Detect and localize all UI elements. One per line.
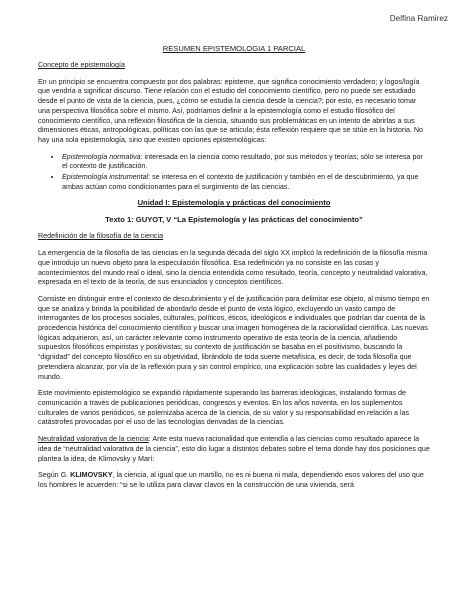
paragraph-1: La emergencia de la filosofía de las ciencias en la segunda década del siglo XX implicó la redefinición de la filosofía misma que introdujo un nuevo objeto para la especulación filosófica. Esa redefinición ya no consiste en las cosas y acontecimientos del mundo real o ideal, sino la ciencia entendida como resultado, teoría, concepto y neutralidad valorativa, expresada en el texto de la teoría, de sus enunciados y conceptos científicos. [38, 249, 428, 287]
paragraph-5 [38, 471, 430, 490]
author-name: Delfina Ramirez [389, 14, 448, 23]
unit-heading: Unidad I: Epistemología y prácticas del conocimiento [137, 198, 331, 208]
intro-paragraph: En un principio se encuentra compuesto por dos palabras: episteme, que significa conocimiento verdadero; y logos/logía que vendría a significar discurso. Tiene relación con el estudio del conocimiento científico, pero no puede ser estudiado desde el punto de vista de la ciencia, pues, ¿cómo se estudia la ciencia desde la ciencia?; por esto, es necesario tomar una perspectiva filosófica sobre el mismo. Así, podríamos definir a la epistemología como el estudio filosófico del conocimiento científico, una reflexión filosófica de la ciencia, situando sus problemáticas en un intento de abrirlas a sus dimensiones éticas, antropológicas, políticas con las que se articula; ésta reflexión requiere que se sitúe en la historia. No hay una sola epistemología, sino que existen opciones epistemológicas: [38, 77, 424, 144]
paragraph-4-text: : Ante esta nueva racionalidad que entendía a las ciencias como resultado aparece la idea de “neutralidad valorativa de la ciencia”, esto dio lugar a distintos debates sobre el tema donde hay dos posiciones que plantea la idea, de Klimovsky y Marí: [38, 435, 430, 463]
paragraph-3: Este movimiento epistemológico se expandió rápidamente superando las barreras ideológicas, instalando formas de comunicación a través de publicaciones periódicas, congresos y eventos. En los años noventa, en los suplementos culturales de varios periódicos, se polemizaba acerca de la ciencia, de su valor y su responsabilidad en relación a las catástrofes provocadas por el uso de las tecnologías derivadas de la ciencias. [38, 389, 410, 427]
list-item [62, 173, 430, 192]
text-heading: Texto 1: GUYOT, V “La Epistemología y las prácticas del conocimiento” [105, 215, 363, 225]
bullet-term: Epistemología normativa [62, 152, 141, 161]
klimovsky-name: KLIMOVSKY [70, 471, 113, 480]
bullet-list [38, 153, 430, 193]
paragraph-5-pre: Según G. [38, 471, 71, 480]
paragraph-2: Consiste en distinguir entre el contexto de descubrimiento y el de justificación para delimitar ese objeto, al mismo tiempo en que se analiza y brinda la posibilidad de abordarlo desde el punto de vista lógico, excluyendo un vasto campo de interrogantes de los procesos sociales, culturales, políticos, éticos, ideológicos e individuales que podrían dar cuenta de la procedencia histórica del conocimiento científico y buscar una imagen homogénea de la racionalidad científica. Las nuevas lógicas adquirieron, así, un carácter relevante como instrumento operativo de esta teoría de la ciencia, añadiendo supuestos filosóficos empiristas y positivistas; su contexto de justificación se basaba en el positivismo, buscando la “dignidad” del concepto filosófico en su objetividad, librándolo de toda suerte metafísica, es decir, de toda filosofía que pretendiera alcanzar, por vía de la reflexión pura y sin control empírico, una explicación sobre las cualidades y leyes del mundo. [38, 294, 430, 381]
paragraph-5-text: , la ciencia, al igual que un martillo, no es ni buena ni mala, dependiendo esos valores del uso que los hombres le acuerden: “si se lo utiliza para clavar clavos en la construcción de una vivienda, será [38, 471, 424, 489]
bullet-text: : se interesa en el contexto de justificación y también en el de descubrimiento, ya que ambas actúan como condicionantes para el surgimiento de las ciencias. [62, 173, 419, 191]
redefinition-heading: Redefinición de la filosofía de la ciencia [38, 232, 164, 241]
list-item [62, 153, 430, 172]
neutrality-label: Neutralidad valorativa de la ciencia [38, 435, 149, 444]
document-title: RESUMEN EPISTEMOLOGIA 1 PARCIAL [162, 44, 306, 53]
bullet-text: : interesada en la ciencia como resultado, por sus métodos y teorías; sólo se interesa por el contexto de justificación. [62, 152, 423, 171]
bullet-term: Epistemología instrumental [62, 173, 149, 182]
paragraph-4 [38, 435, 430, 464]
concept-heading: Concepto de epistemología [38, 61, 125, 69]
